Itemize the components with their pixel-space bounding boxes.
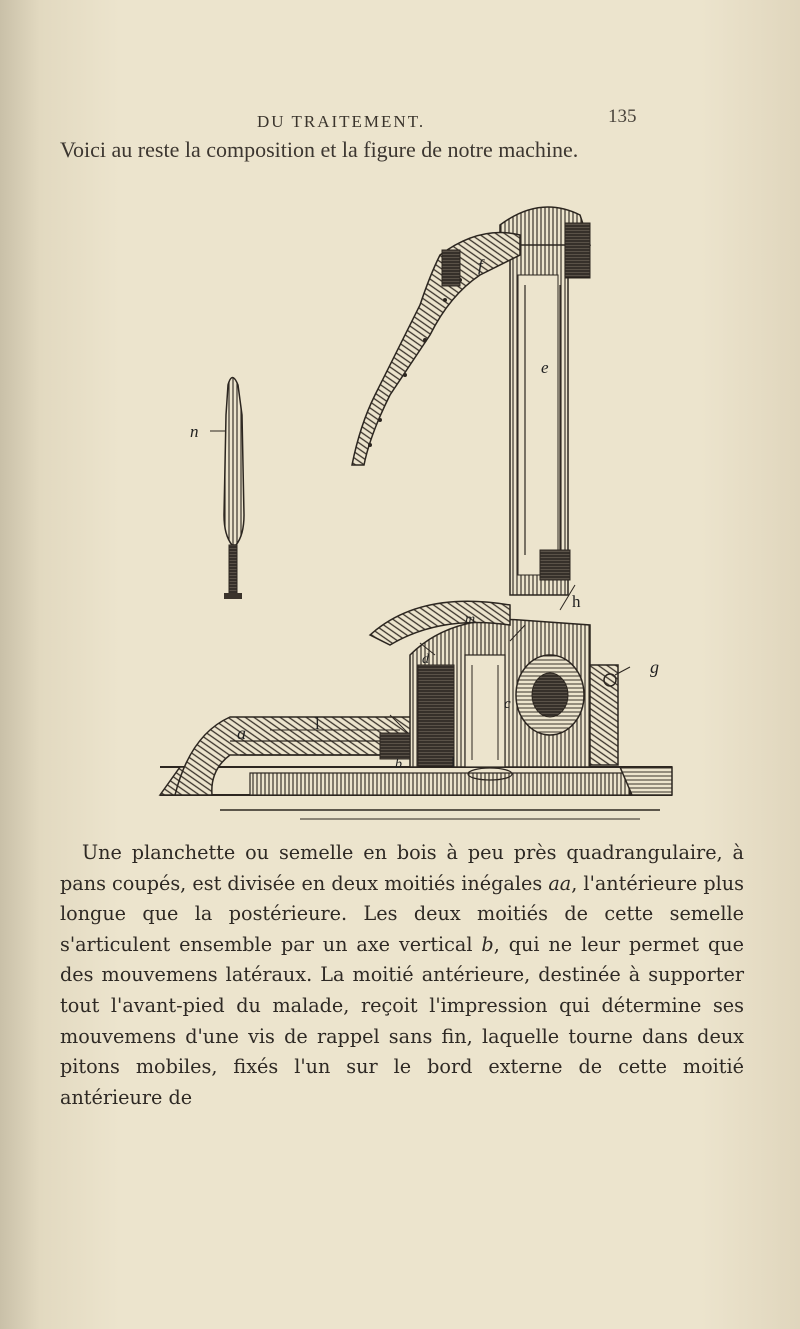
page-header xyxy=(0,106,800,138)
label-l-front: l xyxy=(315,714,320,733)
label-n: n xyxy=(190,422,199,441)
heel-assembly xyxy=(370,585,630,767)
intro-paragraph: Voici au reste la composition et la figure de notre machine. xyxy=(60,137,579,162)
paragraph-text-1: Une planchette ou semelle en bois à peu près quadrangulaire, à pans coupés, est divisée en deux moitiés inégales xyxy=(60,841,744,895)
screw-rod xyxy=(210,378,244,600)
label-a: a xyxy=(237,723,246,743)
paragraph-italic-b: b xyxy=(481,932,494,956)
base-plate xyxy=(160,767,672,819)
label-f: f xyxy=(478,256,483,275)
upright-post xyxy=(500,207,590,595)
label-h: h xyxy=(572,592,581,611)
paragraph-text-2: , l'antérieure plus longue que la postérieure. Les deux moitiés de cette semelle s'articulent ensemble par un axe vertical xyxy=(60,871,744,956)
label-e: e xyxy=(541,358,549,377)
label-g: g xyxy=(650,657,659,677)
body-paragraph xyxy=(60,838,744,1113)
curved-arm xyxy=(352,233,520,466)
label-d: d xyxy=(422,652,429,667)
paragraph-italic-aa: aa xyxy=(548,871,572,895)
running-title: DU TRAITEMENT. xyxy=(257,112,426,131)
label-l-axis: l xyxy=(451,755,456,771)
page-number: 135 xyxy=(608,106,637,127)
label-c: c xyxy=(504,696,511,712)
label-b: b xyxy=(395,757,402,772)
label-m: m xyxy=(465,612,476,627)
machine-engraving xyxy=(120,195,680,830)
paragraph-text-3: , qui ne leur permet que des mouvemens latéraux. La moitié antérieure, destinée à supporter tout l'avant-pied du malade, reçoit l'impression qui détermine ses mouvemens d'une vis de rappel sans fin, laquelle tourne dans deux pitons mobiles, fixés l'un sur le bord externe de cette moitié antérieure de xyxy=(60,932,745,1109)
